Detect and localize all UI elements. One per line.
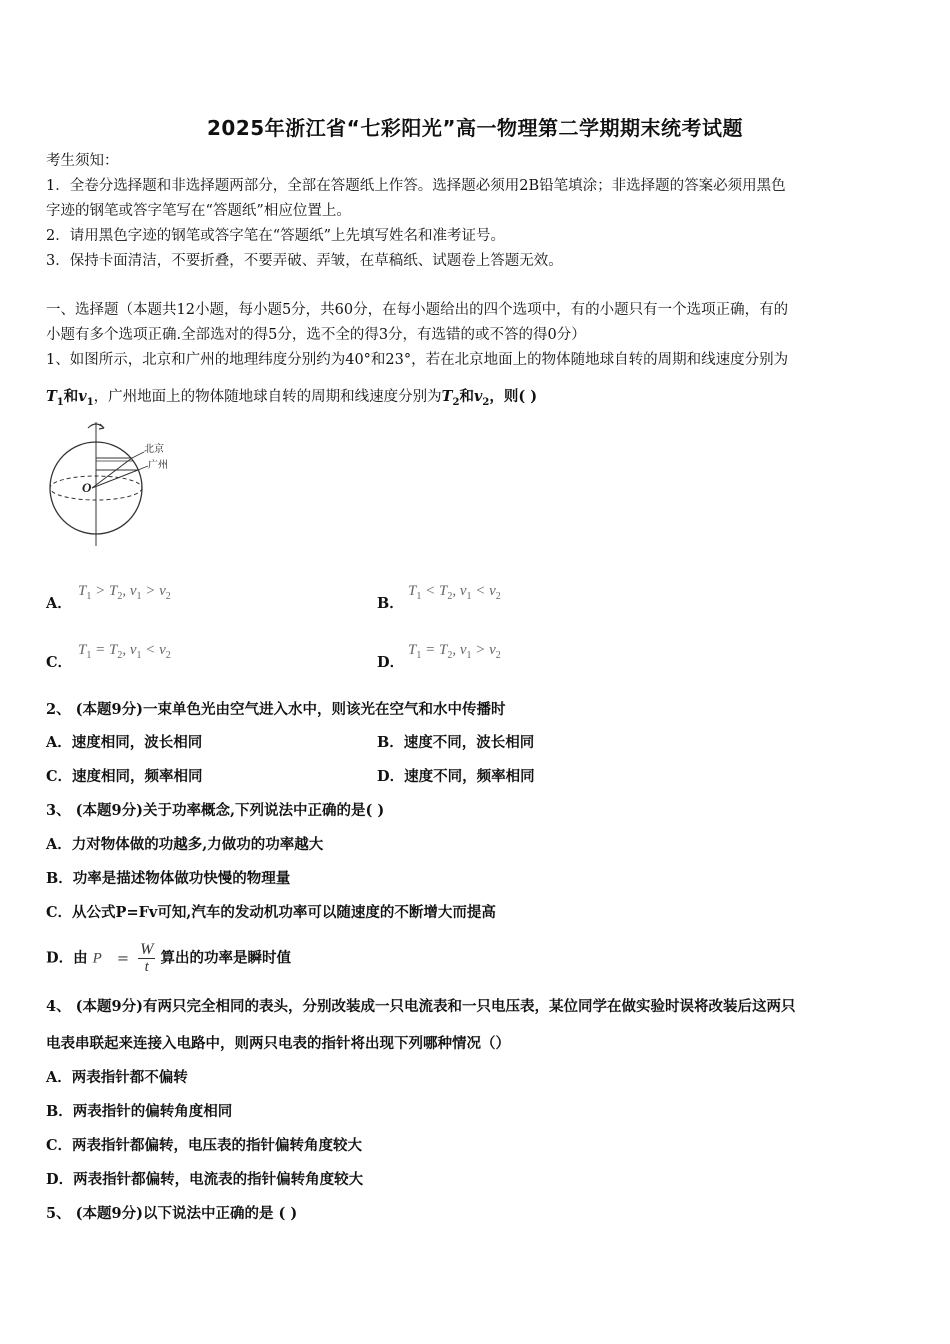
q3-formula-denominator: t [144, 959, 149, 975]
q1-text-mid: ，广州地面上的物体随地球自转的周期和线速度分别为 [93, 389, 442, 405]
notice-item-1: 1．全卷分选择题和非选择题两部分，全部在答题纸上作答。选择题必须用2B铅笔填涂；非选择题的答案必须用黑色 [46, 178, 786, 194]
q2-stem: 2、 (本题9分)一束单色光由空气进入水中，则该光在空气和水中传播时 [46, 701, 506, 718]
q4-option-C[interactable]: C．两表指针都偏转，电压表的指针偏转角度较大 [46, 1137, 363, 1154]
q1-option-B-expr: $T_1 < T_2$, $v_1 < v_2$ [408, 583, 501, 602]
q1-stem-line-2 [46, 387, 537, 413]
q1-var-v1: v [78, 388, 87, 405]
q3-option-B[interactable]: B．功率是描述物体做功快慢的物理量 [46, 870, 291, 887]
q3-option-C[interactable]: C．从公式P=Fv可知,汽车的发动机功率可以随速度的不断增大而提高 [46, 904, 496, 921]
q4-option-D[interactable]: D．两表指针都偏转，电流表的指针偏转角度较大 [46, 1171, 364, 1188]
q3-option-D-prefix: D．由 [46, 949, 88, 967]
q4-option-B[interactable]: B．两表指针的偏转角度相同 [46, 1103, 233, 1120]
q1-option-A-expr: $T_1 > T_2$, $v_1 > v_2$ [78, 583, 171, 602]
q4-stem-line-1: 4、 (本题9分)有两只完全相同的表头，分别改装成一只电流表和一只电压表，某位同学在做实验时误将改装后这两只 [46, 998, 796, 1015]
q3-option-D-suffix: 算出的功率是瞬时值 [160, 949, 291, 967]
q3-formula-eq: = [116, 950, 130, 967]
q1-var-T1: T [46, 388, 57, 405]
radius-to-guangzhou [92, 470, 138, 488]
q1-option-A-label: A． [46, 595, 72, 612]
q3-stem: 3、 (本题9分)关于功率概念,下列说法中正确的是( ) [46, 802, 385, 819]
label-center-O: O [82, 480, 92, 495]
q1-sub-4: 2 [482, 396, 490, 408]
label-beijing: 北京 [144, 444, 164, 455]
q4-stem-line-2: 电表串联起来连接入电路中，则两只电表的指针将出现下列哪种情况（） [46, 1035, 510, 1052]
q5-stem: 5、 (本题9分)以下说法中正确的是 ( ) [46, 1205, 298, 1222]
q3-formula-P: P [92, 950, 102, 967]
q1-option-C-expr: $T_1 = T_2$, $v_1 < v_2$ [78, 642, 171, 661]
section-header-line-2: 小题有多个选项正确.全部选对的得5分，选不全的得3分，有选错的或不答的得0分） [46, 327, 586, 343]
q2-option-C[interactable]: C．速度相同，频率相同 [46, 768, 203, 785]
q1-option-D-label: D． [377, 654, 405, 671]
q1-sub-2: 1 [86, 396, 94, 408]
q1-sub-3: 2 [452, 396, 460, 408]
q1-option-A[interactable] [46, 594, 72, 614]
notice-item-3: 3．保持卡面清洁，不要折叠，不要弄破、弄皱，在草稿纸、试题卷上答题无效。 [46, 253, 563, 269]
q1-text-and-1: 和 [63, 388, 79, 405]
earth-globe-figure [44, 418, 184, 550]
q3-option-A[interactable]: A．力对物体做的功越多,力做功的功率越大 [46, 836, 324, 853]
q1-text-end: ，则( ) [489, 388, 538, 405]
notice-item-1-cont: 字迹的钢笔或答字笔写在“答题纸”相应位置上。 [46, 203, 351, 219]
page-title: 2025年浙江省“七彩阳光”高一物理第二学期期末统考试题 [207, 116, 743, 140]
q1-option-B-label: B． [377, 595, 404, 612]
q3-formula-fraction [138, 942, 155, 975]
q3-formula-numerator: W [140, 941, 154, 958]
q1-var-v2: v [473, 388, 483, 405]
q3-option-D[interactable] [46, 942, 291, 975]
q1-text-and-2: 和 [459, 388, 474, 405]
q1-sub-1: 1 [56, 396, 64, 408]
q2-option-A[interactable]: A．速度相同，波长相同 [46, 734, 203, 751]
q1-option-C-label: C． [46, 654, 73, 671]
section-header-line-1: 一、选择题（本题共12小题，每小题5分，共60分，在每小题给出的四个选项中，有的小题只有一个选项正确，有的 [46, 302, 789, 318]
notice-heading: 考生须知： [46, 153, 119, 169]
label-guangzhou: 广州 [148, 460, 168, 471]
q2-option-B[interactable]: B．速度不同，波长相同 [377, 734, 535, 751]
q4-option-A[interactable]: A．两表指针都不偏转 [46, 1069, 188, 1086]
q1-option-D-expr: $T_1 = T_2$, $v_1 > v_2$ [408, 642, 501, 661]
notice-item-2: 2．请用黑色字迹的钢笔或答字笔在“答题纸”上先填写姓名和准考证号。 [46, 228, 506, 244]
q1-option-D[interactable] [377, 653, 404, 673]
q2-option-D[interactable]: D．速度不同，频率相同 [377, 768, 535, 785]
q1-var-T2: T [441, 388, 453, 405]
q1-option-C[interactable] [46, 653, 72, 673]
q1-option-B[interactable] [377, 594, 404, 614]
radius-to-beijing [92, 458, 132, 488]
q1-stem-line-1: 1、如图所示，北京和广州的地理纬度分别约为40°和23°，若在北京地面上的物体随地球自转的周期和线速度分别为 [46, 352, 789, 368]
